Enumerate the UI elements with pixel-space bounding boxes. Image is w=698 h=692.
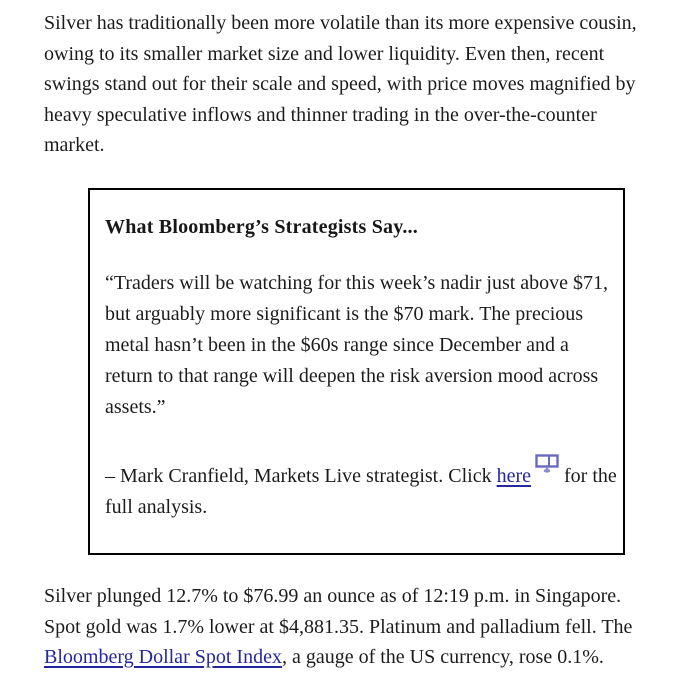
attribution-text-before: – Mark Cranfield, Markets Live strategist. Click: [105, 465, 497, 487]
quote-attribution: [105, 454, 618, 523]
here-link[interactable]: here: [496, 465, 531, 487]
paragraph-closing: [44, 581, 656, 673]
strategist-quote-box: [88, 188, 625, 556]
attribution-text-after: for the full analysis.: [105, 465, 617, 518]
paragraph-intro: Silver has traditionally been more volatile than its more expensive cousin, owing to its smaller market size and lower liquidity. Even then, recent swings stand out for their scale and speed, with price moves magnified by heavy speculative inflows and thinner trading in the over-the-counter market.: [44, 12, 637, 156]
quote-box-heading: What Bloomberg’s Strategists Say...: [105, 215, 418, 238]
closing-text-before: Silver plunged 12.7% to $76.99 an ounce as of 12:19 p.m. in Singapore. Spot gold was 1.7% lower at $4,881.35. Platinum and palladium fell. The: [44, 585, 633, 638]
terminal-monitor-icon[interactable]: [535, 454, 559, 473]
closing-text-after: , a gauge of the US currency, rose 0.1%.: [281, 646, 604, 668]
bloomberg-dollar-spot-index-link[interactable]: Bloomberg Dollar Spot Index: [44, 646, 282, 668]
strategist-quote: “Traders will be watching for this week’s nadir just above $71, but arguably more significant is the $70 mark. The precious metal hasn’t been in the $60s range since December and a return to that range will deepen the risk aversion mood across assets.”: [105, 272, 609, 418]
